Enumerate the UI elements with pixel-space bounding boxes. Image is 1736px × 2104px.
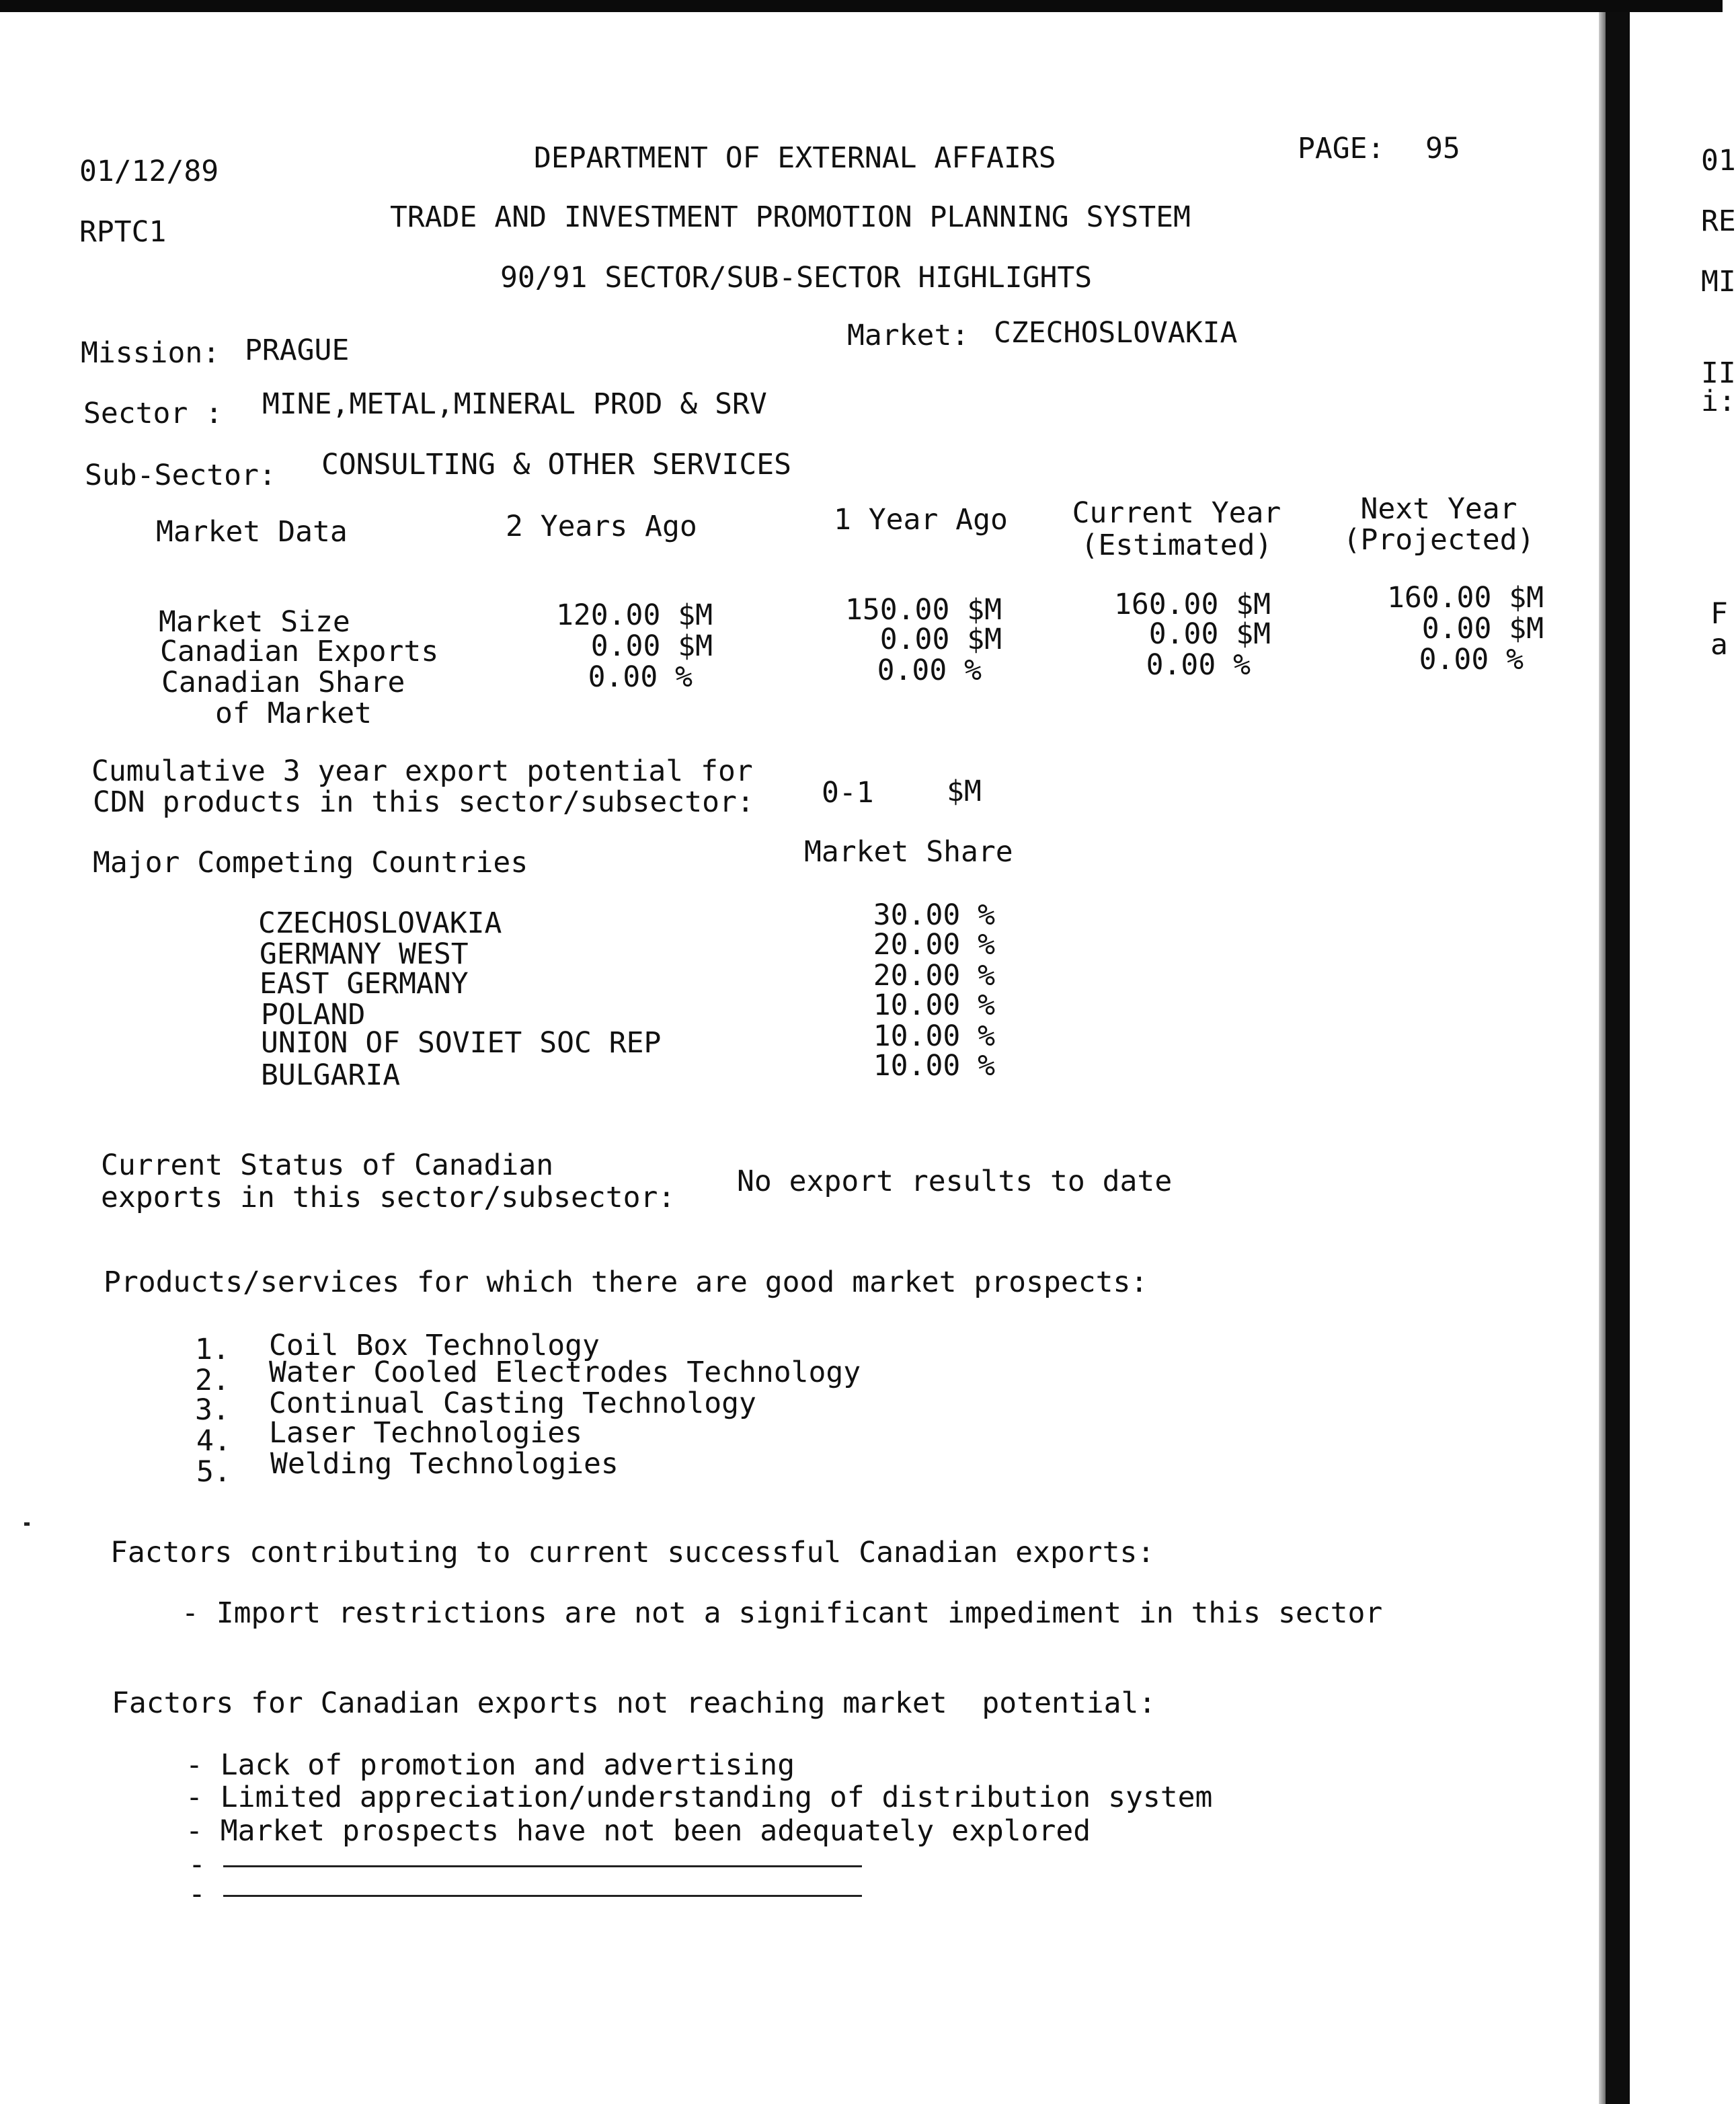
blank-entry-line bbox=[223, 1895, 862, 1897]
prospect-number: 5. bbox=[196, 1455, 231, 1489]
subsector-label: Sub-Sector: bbox=[85, 459, 276, 492]
table-cell: 160.00 $M bbox=[1114, 588, 1271, 621]
competitors-heading: Major Competing Countries bbox=[93, 846, 528, 880]
page-number: 95 bbox=[1425, 132, 1460, 165]
table-cell: 0.00 $M bbox=[1148, 617, 1271, 651]
status-value: No export results to date bbox=[737, 1165, 1173, 1198]
blank-entry-dash: - bbox=[188, 1877, 206, 1911]
export-potential-line2: CDN products in this sector/subsector: bbox=[93, 785, 754, 819]
export-potential-value: 0-1 bbox=[822, 776, 874, 810]
report-title: 90/91 SECTOR/SUB-SECTOR HIGHLIGHTS bbox=[500, 261, 1093, 295]
status-line1: Current Status of Canadian bbox=[101, 1148, 554, 1182]
export-potential-line1: Cumulative 3 year export potential for bbox=[91, 754, 753, 788]
next-page-text: MI bbox=[1701, 265, 1736, 299]
status-line2: exports in this sector/subsector: bbox=[101, 1181, 676, 1214]
prospect-item: Laser Technologies bbox=[269, 1416, 582, 1450]
prospect-item: Coil Box Technology bbox=[269, 1329, 600, 1362]
table-header-current-estimated: (Estimated) bbox=[1080, 529, 1273, 562]
scan-speck bbox=[24, 1522, 30, 1526]
row-label-market-size: Market Size bbox=[159, 605, 350, 639]
next-page-fragment bbox=[1630, 12, 1736, 2104]
table-header-current-year: Current Year bbox=[1072, 496, 1281, 530]
prospect-item: Welding Technologies bbox=[270, 1447, 619, 1481]
table-header-one-year: 1 Year Ago bbox=[834, 503, 1008, 537]
subsector-value: CONSULTING & OTHER SERVICES bbox=[321, 448, 791, 481]
competitor-share: 10.00 % bbox=[873, 988, 995, 1022]
next-page-text: a bbox=[1710, 628, 1728, 662]
sector-label: Sector : bbox=[83, 397, 223, 430]
page-gutter bbox=[1606, 12, 1630, 2104]
prospect-number: 4. bbox=[196, 1424, 231, 1458]
success-factors-heading: Factors contributing to current successful Canadian exports: bbox=[110, 1536, 1155, 1569]
mission-label: Mission: bbox=[81, 336, 221, 370]
barrier-factors-heading: Factors for Canadian exports not reaching market potential: bbox=[112, 1686, 1156, 1720]
competitor-country: GERMANY WEST bbox=[260, 937, 469, 971]
row-label-canadian-exports: Canadian Exports bbox=[160, 635, 439, 668]
market-share-heading: Market Share bbox=[804, 835, 1013, 869]
system-title: TRADE AND INVESTMENT PROMOTION PLANNING SYSTEM bbox=[390, 200, 1191, 234]
table-cell: 120.00 $M bbox=[556, 598, 713, 632]
prospect-number: 1. bbox=[195, 1333, 230, 1366]
sector-value: MINE,METAL,MINERAL PROD & SRV bbox=[262, 387, 767, 421]
row-label-of-market: of Market bbox=[215, 697, 372, 730]
next-page-text: F bbox=[1710, 597, 1728, 631]
next-page-text: RE bbox=[1701, 204, 1736, 238]
mission-value: PRAGUE bbox=[245, 334, 350, 367]
row-label-canadian-share: Canadian Share bbox=[161, 666, 405, 699]
competitor-country: POLAND bbox=[261, 998, 366, 1031]
barrier-factor-item: - Limited appreciation/understanding of distribution system bbox=[186, 1781, 1213, 1814]
table-header-next-year: Next Year bbox=[1360, 492, 1517, 526]
table-cell: 0.00 $M bbox=[879, 623, 1002, 656]
barrier-factor-item: - Market prospects have not been adequately explored bbox=[186, 1814, 1091, 1848]
success-factor-item: - Import restrictions are not a significant impediment in this sector bbox=[182, 1596, 1383, 1630]
table-header-next-projected: (Projected) bbox=[1343, 523, 1535, 557]
competitor-share: 10.00 % bbox=[873, 1049, 995, 1083]
department-title: DEPARTMENT OF EXTERNAL AFFAIRS bbox=[534, 141, 1056, 175]
competitor-share: 20.00 % bbox=[873, 959, 995, 992]
prospect-item: Continual Casting Technology bbox=[269, 1387, 756, 1420]
competitor-share: 10.00 % bbox=[873, 1019, 995, 1053]
table-cell: 0.00 % bbox=[1146, 648, 1251, 682]
report-code: RPTC1 bbox=[79, 215, 167, 249]
prospect-item: Water Cooled Electrodes Technology bbox=[269, 1356, 861, 1389]
table-cell: 0.00 % bbox=[588, 660, 693, 694]
table-cell: 160.00 $M bbox=[1387, 581, 1544, 615]
table-header-market-data: Market Data bbox=[156, 515, 348, 549]
blank-entry-line bbox=[223, 1865, 862, 1867]
export-potential-unit: $M bbox=[947, 775, 982, 808]
market-value: CZECHOSLOVAKIA bbox=[994, 316, 1238, 350]
table-cell: 0.00 $M bbox=[1421, 612, 1544, 646]
table-cell: 0.00 % bbox=[877, 654, 982, 687]
next-page-text: II bbox=[1701, 356, 1736, 390]
competitor-country: UNION OF SOVIET SOC REP bbox=[261, 1026, 662, 1060]
next-page-text: 01 bbox=[1701, 144, 1736, 178]
prospect-number: 2. bbox=[195, 1364, 230, 1397]
competitor-country: EAST GERMANY bbox=[260, 967, 469, 1001]
blank-entry-dash: - bbox=[188, 1848, 206, 1881]
prospects-heading: Products/services for which there are good market prospects: bbox=[104, 1265, 1148, 1299]
page-label: PAGE: bbox=[1298, 132, 1385, 165]
competitor-share: 30.00 % bbox=[873, 898, 995, 932]
competitor-country: BULGARIA bbox=[261, 1058, 401, 1092]
barrier-factor-item: - Lack of promotion and advertising bbox=[186, 1748, 795, 1782]
scan-top-border bbox=[0, 0, 1723, 12]
table-header-two-years: 2 Years Ago bbox=[506, 510, 697, 543]
competitor-share: 20.00 % bbox=[873, 928, 995, 962]
prospect-number: 3. bbox=[195, 1393, 230, 1427]
next-page-text: i: bbox=[1701, 385, 1736, 418]
table-cell: 0.00 % bbox=[1419, 643, 1524, 676]
table-cell: 0.00 $M bbox=[590, 629, 713, 663]
market-label: Market: bbox=[847, 319, 970, 352]
table-cell: 150.00 $M bbox=[845, 593, 1002, 627]
report-date: 01/12/89 bbox=[79, 155, 219, 188]
competitor-country: CZECHOSLOVAKIA bbox=[258, 906, 502, 940]
